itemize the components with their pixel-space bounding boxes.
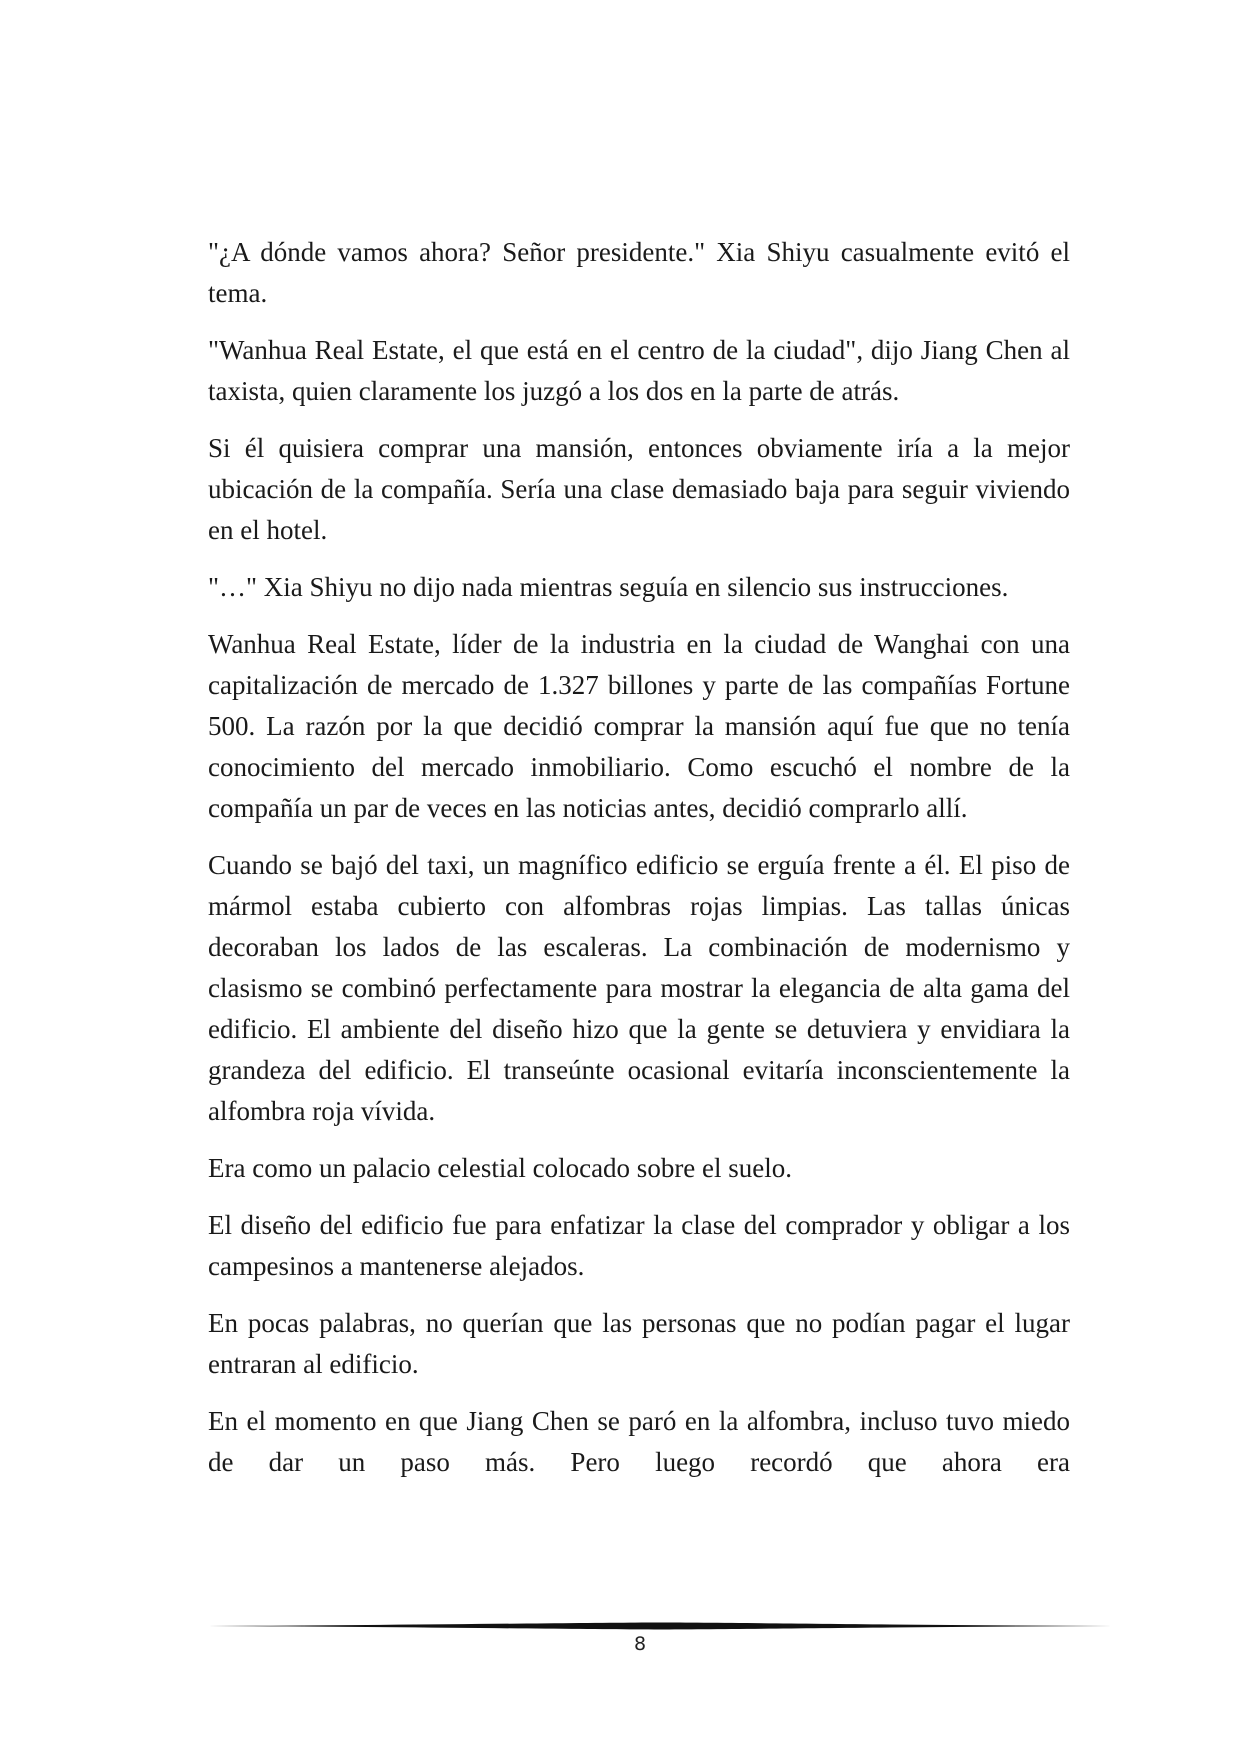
paragraph: "¿A dónde vamos ahora? Señor presidente." Xia Shiyu casualmente evitó el tema.: [208, 237, 1070, 308]
paragraph-continued: En el momento en que Jiang Chen se paró en la alfombra, incluso tuvo miedo de dar un paso más. Pero luego recordó que ahora era: [208, 1406, 1070, 1477]
paragraph: Si él quisiera comprar una mansión, entonces obviamente iría a la mejor ubicación de la compañía. Sería una clase demasiado baja para seguir viviendo en el hotel.: [208, 433, 1070, 545]
paragraph: Wanhua Real Estate, líder de la industria en la ciudad de Wanghai con una capitalización de mercado de 1.327 billones y parte de las compañías Fortune 500. La razón por la que decidió comprar la mansión aquí fue que no tenía conocimiento del mercado inmobiliario. Como escuchó el nombre de la compañía un par de veces en las noticias antes, decidió comprarlo allí.: [208, 629, 1070, 823]
paragraph: Era como un palacio celestial colocado sobre el suelo.: [208, 1153, 793, 1183]
paragraph: En pocas palabras, no querían que las personas que no podían pagar el lugar entraran al edificio.: [208, 1308, 1070, 1379]
paragraph: "…" Xia Shiyu no dijo nada mientras seguía en silencio sus instrucciones.: [208, 572, 1009, 602]
footer-divider: [208, 1620, 1112, 1632]
paragraph: "Wanhua Real Estate, el que está en el centro de la ciudad", dijo Jiang Chen al taxista, quien claramente los juzgó a los dos en la parte de atrás.: [208, 335, 1070, 406]
paragraph: El diseño del edificio fue para enfatizar la clase del comprador y obligar a los campesinos a mantenerse alejados.: [208, 1210, 1070, 1281]
paragraph: Cuando se bajó del taxi, un magnífico edificio se erguía frente a él. El piso de mármol estaba cubierto con alfombras rojas limpias. Las tallas únicas decoraban los lados de las escaleras. La combinación de modernismo y clasismo se combinó perfectamente para mostrar la elegancia de alta gama del edificio. El ambiente del diseño hizo que la gente se detuviera y envidiara la grandeza del edificio. El transeúnte ocasional evitaría inconscientemente la alfombra roja vívida.: [208, 850, 1070, 1126]
page-body: [208, 232, 1070, 1499]
page-number: 8: [633, 1633, 647, 1655]
